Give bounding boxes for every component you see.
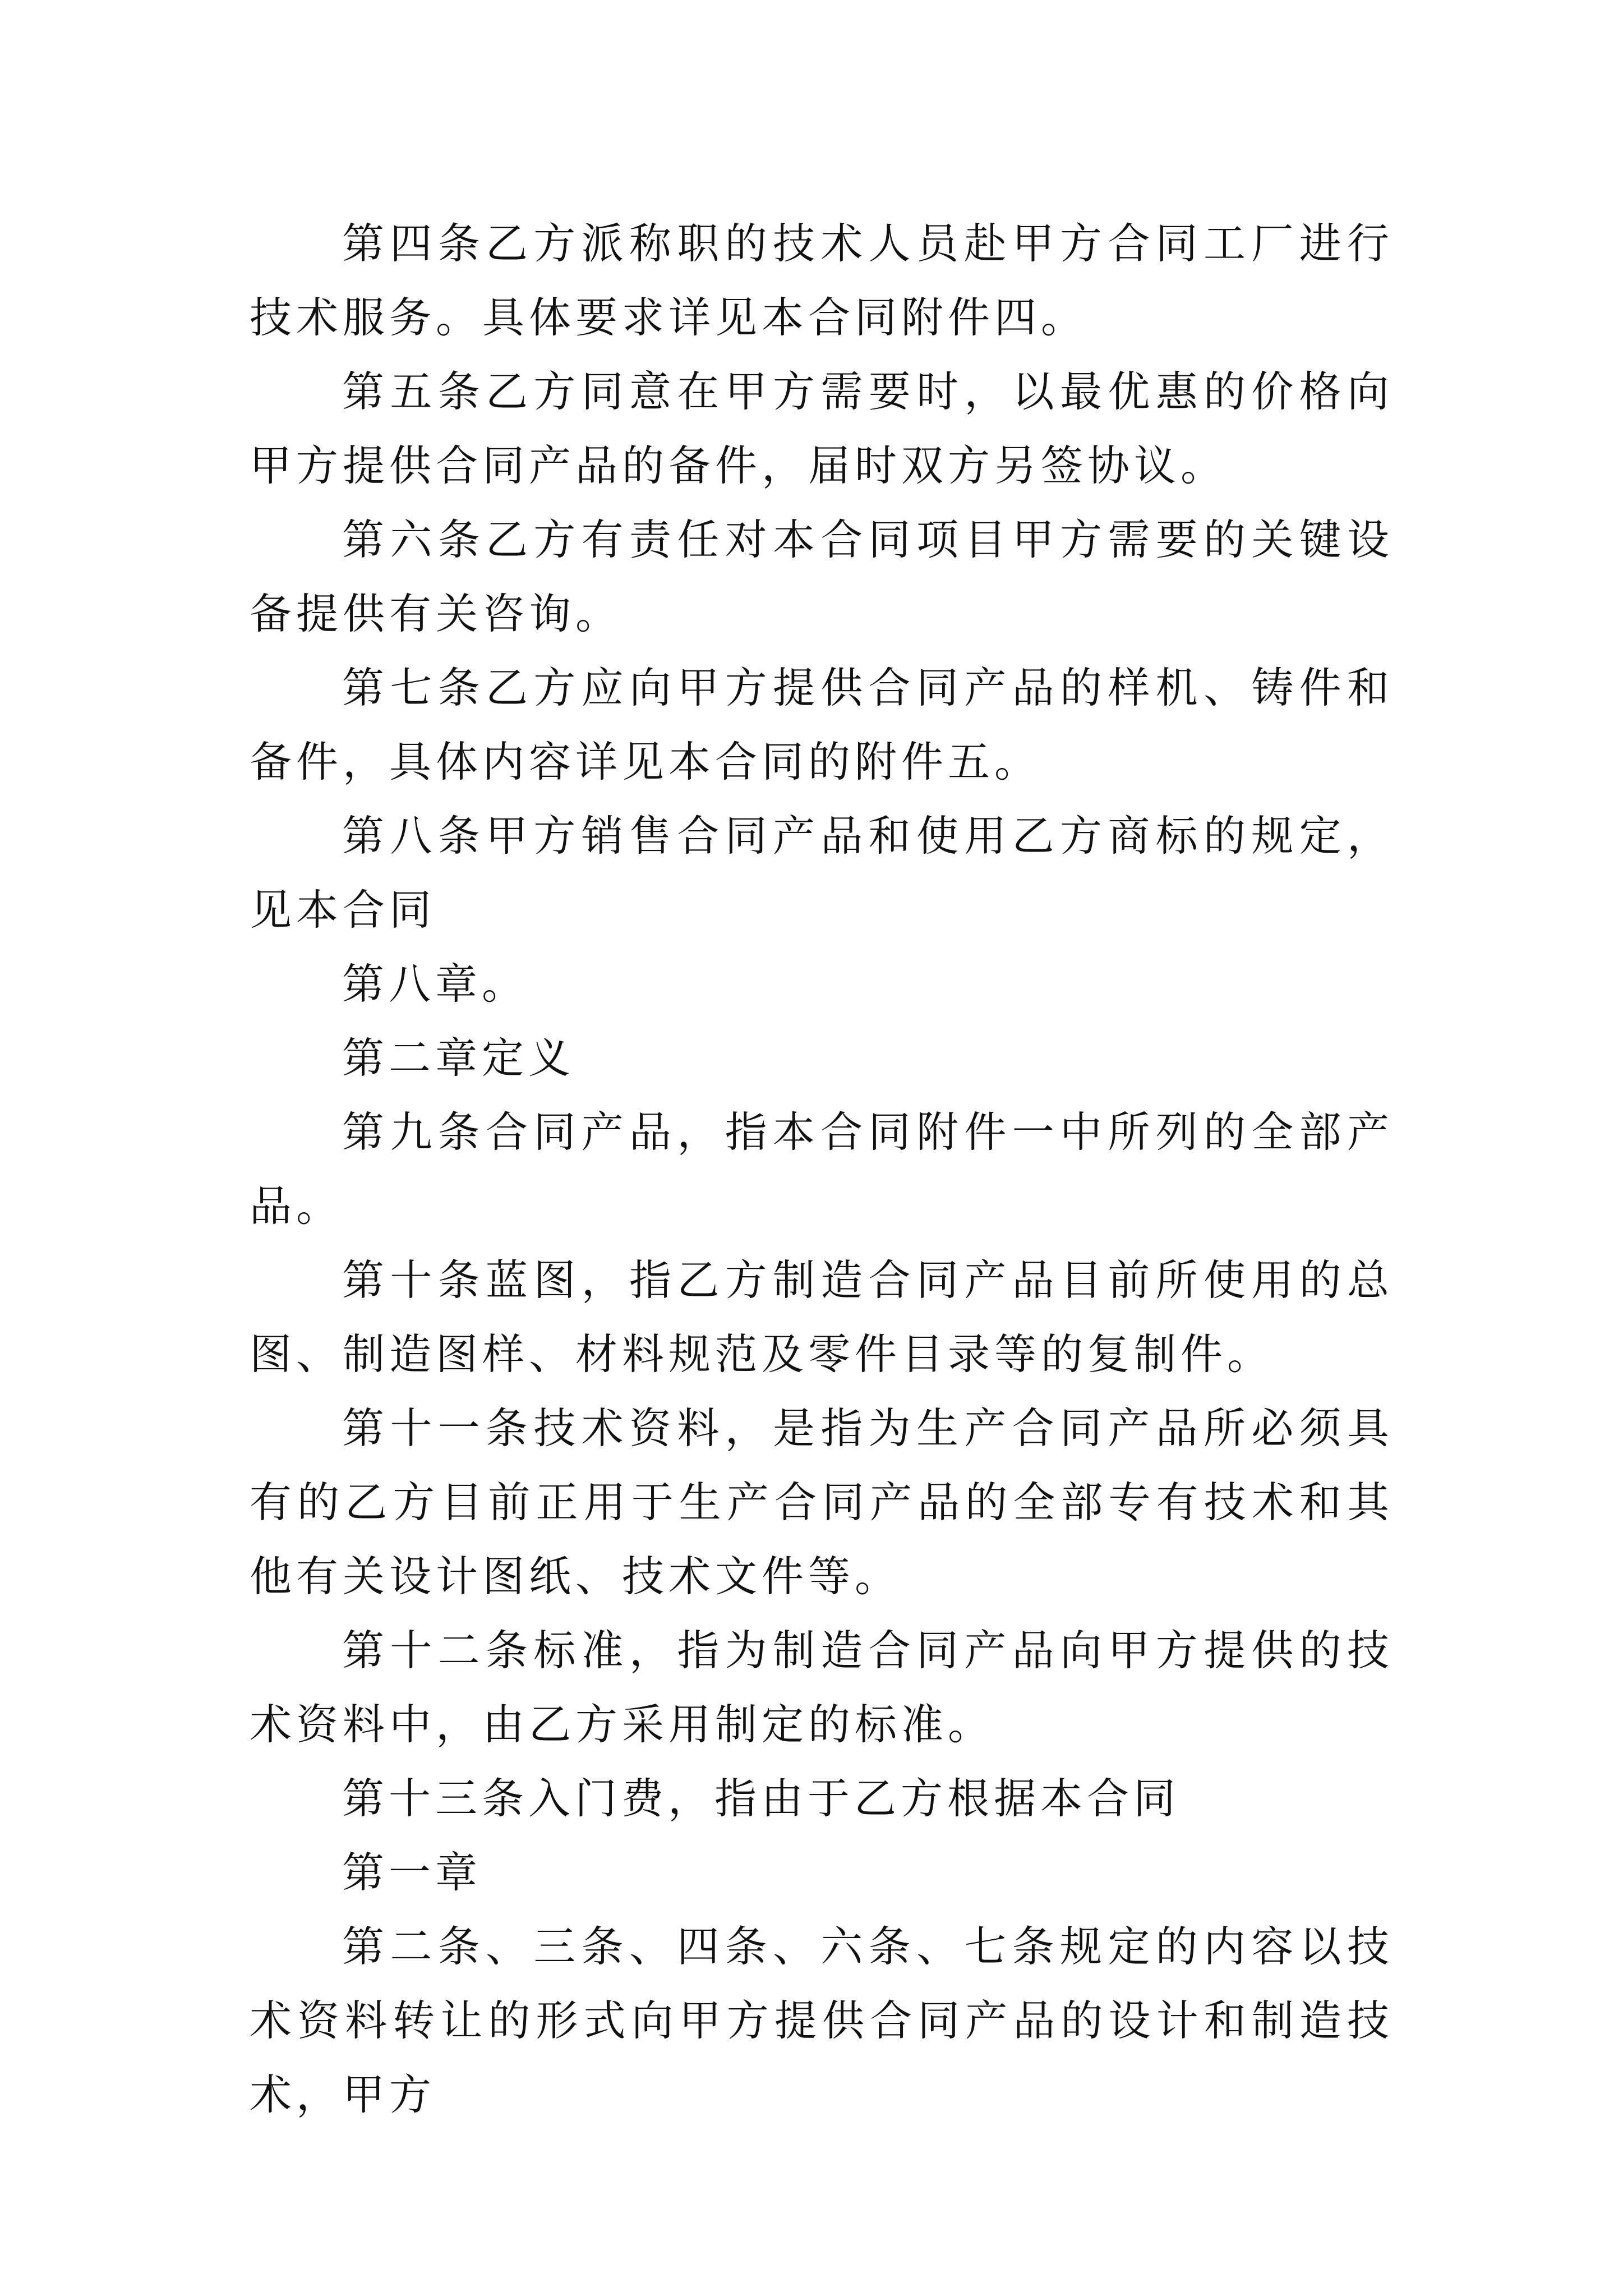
paragraph-article-8: 第八条甲方销售合同产品和使用乙方商标的规定，见本合同: [250, 811, 1394, 935]
paragraph-article-6: 第六条乙方有责任对本合同项目甲方需要的关键设备提供有关咨询。: [250, 515, 1394, 638]
paragraph-article-9: 第九条合同产品，指本合同附件一中所列的全部产品。: [250, 1107, 1394, 1231]
paragraph-article-7: 第七条乙方应向甲方提供合同产品的样机、铸件和备件，具体内容详见本合同的附件五。: [250, 663, 1394, 786]
document-body: [250, 206, 1394, 2132]
paragraph-chapter-8-ref: 第八章。: [342, 959, 529, 1009]
paragraph-article-10: 第十条蓝图，指乙方制造合同产品目前所使用的总图、制造图样、材料规范及零件目录等的复制件。: [250, 1255, 1394, 1379]
chapter-2-heading: 第二章定义: [342, 1033, 575, 1083]
paragraph-article-13-continued: 第二条、三条、四条、六条、七条规定的内容以技术资料转让的形式向甲方提供合同产品的设计和制造技术，甲方: [250, 1922, 1394, 2119]
paragraph-article-11: 第十一条技术资料，是指为生产合同产品所必须具有的乙方目前正用于生产合同产品的全部专有技术和其他有关设计图纸、技术文件等。: [250, 1404, 1394, 1601]
paragraph-article-5: 第五条乙方同意在甲方需要时，以最优惠的价格向甲方提供合同产品的备件，届时双方另签协议。: [250, 367, 1394, 490]
paragraph-article-4: 第四条乙方派称职的技术人员赴甲方合同工厂进行技术服务。具体要求详见本合同附件四。: [250, 219, 1394, 342]
chapter-1-ref: 第一章: [342, 1848, 482, 1897]
paragraph-article-13: 第十三条入门费，指由于乙方根据本合同: [342, 1774, 1181, 1823]
paragraph-article-12: 第十二条标准，指为制造合同产品向甲方提供的技术资料中，由乙方采用制定的标准。: [250, 1626, 1394, 1749]
